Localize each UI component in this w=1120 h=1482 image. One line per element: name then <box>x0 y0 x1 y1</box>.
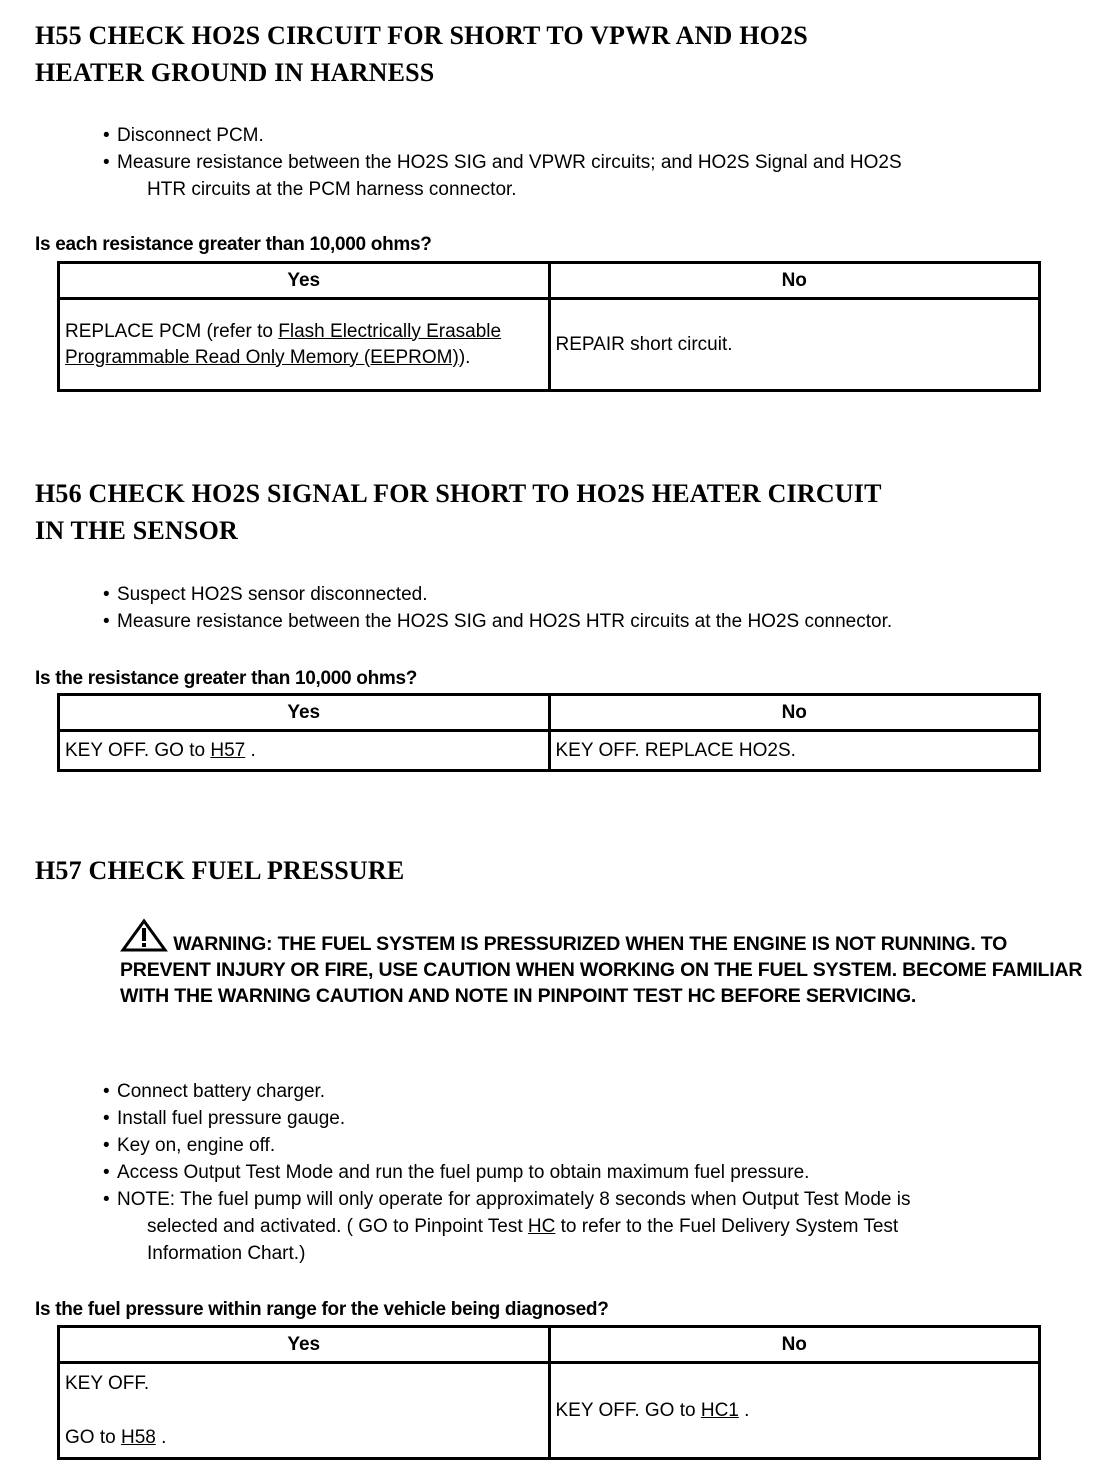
instruction-list <box>103 581 892 635</box>
no-header: No <box>549 695 1040 731</box>
yes-cell: KEY OFF. GO to H58 . <box>59 1363 550 1459</box>
section-heading-h55: H55 CHECK HO2S CIRCUIT FOR SHORT TO VPWR AND HO2S HEATER GROUND IN HARNESS <box>35 21 808 87</box>
h58-link[interactable]: H58 <box>120 1427 156 1448</box>
decision-table <box>57 261 1041 392</box>
instruction-list <box>103 1078 910 1267</box>
decision-table <box>57 693 1041 772</box>
list-item: • Measure resistance between the HO2S SIG and HO2S HTR circuits at the HO2S connector. <box>103 611 893 632</box>
instruction-list <box>103 122 902 203</box>
no-header: No <box>549 263 1040 299</box>
hc1-link[interactable]: HC1 <box>700 1399 739 1421</box>
list-item: • Suspect HO2S sensor disconnected. <box>103 584 428 605</box>
list-item: • NOTE: The fuel pump will only operate for approximately 8 seconds when Output Test Mode is <box>103 1189 911 1210</box>
yes-cell: KEY OFF. GO to H57 . <box>59 731 550 771</box>
list-item: • Install fuel pressure gauge. <box>103 1108 346 1129</box>
decision-table <box>57 1325 1041 1460</box>
list-item: • Access Output Test Mode and run the fuel pump to obtain maximum fuel pressure. <box>103 1162 810 1183</box>
no-cell: KEY OFF. REPLACE HO2S. <box>549 731 1040 771</box>
list-item-continuation: Information Chart.) <box>147 1243 306 1264</box>
list-item: • Measure resistance between the HO2S SIG and VPWR circuits; and HO2S Signal and HO2S <box>103 152 902 173</box>
no-header: No <box>549 1327 1040 1363</box>
list-item: • Disconnect PCM. <box>103 125 264 146</box>
hc-link[interactable]: HC <box>527 1216 556 1237</box>
section-heading-h56: H56 CHECK HO2S SIGNAL FOR SHORT TO HO2S HEATER CIRCUIT IN THE SENSOR <box>35 479 882 545</box>
no-cell: KEY OFF. GO to HC1 . <box>549 1363 1040 1459</box>
section-heading-h57: H57 CHECK FUEL PRESSURE <box>35 856 405 885</box>
list-item-continuation: HTR circuits at the PCM harness connector. <box>147 179 517 200</box>
eeprom-link[interactable]: Flash Electrically Erasable Programmable Read Only Memory (EEPROM) <box>65 320 502 368</box>
warning-triangle-icon <box>120 918 168 952</box>
question: Is the fuel pressure within range for the vehicle being diagnosed? <box>35 1299 609 1320</box>
yes-header: Yes <box>59 1327 550 1363</box>
yes-header: Yes <box>59 695 550 731</box>
no-cell: REPAIR short circuit. <box>549 299 1040 391</box>
question: Is each resistance greater than 10,000 ohms? <box>35 234 432 255</box>
h57-link[interactable]: H57 <box>210 739 246 761</box>
yes-cell: REPLACE PCM (refer to Flash Electrically Erasable Programmable Read Only Memory (EEPROM)). <box>59 299 550 391</box>
list-item: • Connect battery charger. <box>103 1081 326 1102</box>
list-item-continuation: selected and activated. ( GO to Pinpoint Test HC to refer to the Fuel Delivery System Test <box>147 1216 899 1237</box>
question: Is the resistance greater than 10,000 ohms? <box>35 668 418 689</box>
yes-header: Yes <box>59 263 550 299</box>
warning-block: WARNING: THE FUEL SYSTEM IS PRESSURIZED WHEN THE ENGINE IS NOT RUNNING. TO PREVENT INJURY OR FIRE, USE CAUTION WHEN WORKING ON THE FUEL SYSTEM. BECOME FAMILIAR WITH THE WARNING CAUTION AND NOTE IN PINPOINT TEST HC BEFORE SERVICING. <box>120 918 1095 1009</box>
list-item: • Key on, engine off. <box>103 1135 276 1156</box>
